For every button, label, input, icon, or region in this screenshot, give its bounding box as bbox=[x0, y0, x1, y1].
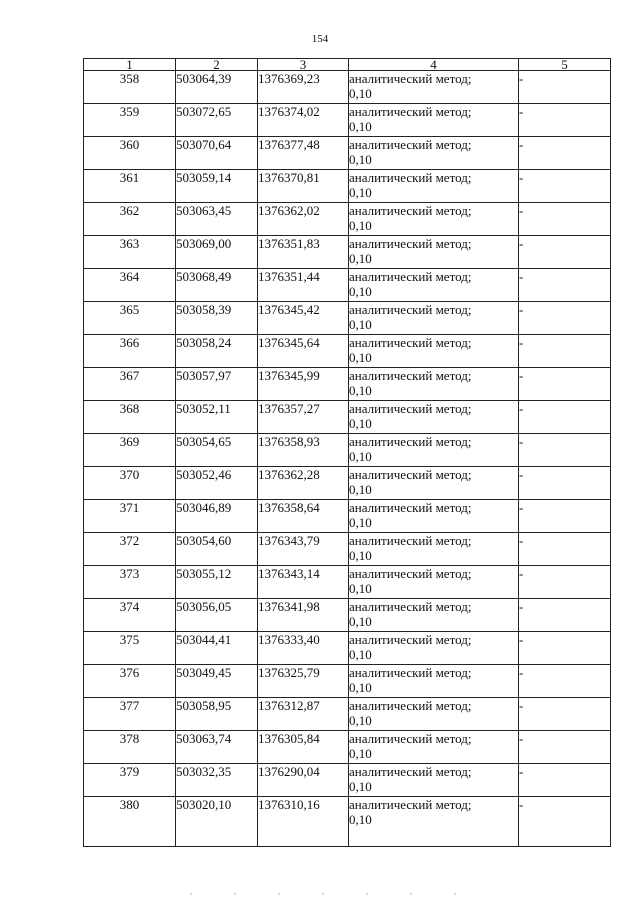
accuracy-value: 0,10 bbox=[349, 647, 372, 662]
table-row bbox=[84, 566, 611, 599]
method-text: аналитический метод; bbox=[349, 302, 472, 317]
accuracy-value: 0,10 bbox=[349, 251, 372, 266]
table-row bbox=[84, 137, 611, 170]
table-row bbox=[84, 467, 611, 500]
table-header bbox=[84, 59, 611, 71]
table-row bbox=[84, 599, 611, 632]
method-cell bbox=[349, 71, 519, 104]
y-coordinate-cell: 1376312,87 bbox=[258, 698, 349, 731]
note-cell: - bbox=[519, 632, 611, 665]
method-text: аналитический метод; bbox=[349, 500, 472, 515]
accuracy-value: 0,10 bbox=[349, 713, 372, 728]
x-coordinate-cell: 503057,97 bbox=[176, 368, 258, 401]
x-coordinate-cell: 503070,64 bbox=[176, 137, 258, 170]
table-row bbox=[84, 401, 611, 434]
x-coordinate-cell: 503032,35 bbox=[176, 764, 258, 797]
accuracy-value: 0,10 bbox=[349, 779, 372, 794]
note-cell: - bbox=[519, 665, 611, 698]
point-number-cell: 376 bbox=[84, 665, 176, 698]
column-header-5: 5 bbox=[519, 59, 611, 71]
method-text: аналитический метод; bbox=[349, 203, 472, 218]
x-coordinate-cell: 503020,10 bbox=[176, 797, 258, 847]
method-text: аналитический метод; bbox=[349, 71, 472, 86]
accuracy-value: 0,10 bbox=[349, 218, 372, 233]
note-cell: - bbox=[519, 566, 611, 599]
x-coordinate-cell: 503069,00 bbox=[176, 236, 258, 269]
y-coordinate-cell: 1376370,81 bbox=[258, 170, 349, 203]
note-cell: - bbox=[519, 401, 611, 434]
y-coordinate-cell: 1376310,16 bbox=[258, 797, 349, 847]
point-number-cell: 365 bbox=[84, 302, 176, 335]
method-text: аналитический метод; bbox=[349, 533, 472, 548]
x-coordinate-cell: 503054,65 bbox=[176, 434, 258, 467]
x-coordinate-cell: 503068,49 bbox=[176, 269, 258, 302]
point-number-cell: 366 bbox=[84, 335, 176, 368]
point-number-cell: 370 bbox=[84, 467, 176, 500]
x-coordinate-cell: 503072,65 bbox=[176, 104, 258, 137]
point-number-cell: 380 bbox=[84, 797, 176, 847]
point-number-cell: 361 bbox=[84, 170, 176, 203]
table-row bbox=[84, 203, 611, 236]
table-row bbox=[84, 104, 611, 137]
method-cell bbox=[349, 137, 519, 170]
point-number-cell: 377 bbox=[84, 698, 176, 731]
table-row bbox=[84, 500, 611, 533]
point-number-cell: 367 bbox=[84, 368, 176, 401]
table-row bbox=[84, 236, 611, 269]
table-row bbox=[84, 434, 611, 467]
method-cell bbox=[349, 764, 519, 797]
y-coordinate-cell: 1376362,28 bbox=[258, 467, 349, 500]
method-text: аналитический метод; bbox=[349, 137, 472, 152]
table-row bbox=[84, 731, 611, 764]
y-coordinate-cell: 1376341,98 bbox=[258, 599, 349, 632]
note-cell: - bbox=[519, 236, 611, 269]
y-coordinate-cell: 1376345,64 bbox=[258, 335, 349, 368]
page-number: 154 bbox=[311, 33, 329, 45]
table-row bbox=[84, 698, 611, 731]
point-number-cell: 369 bbox=[84, 434, 176, 467]
accuracy-value: 0,10 bbox=[349, 86, 372, 101]
method-text: аналитический метод; bbox=[349, 632, 472, 647]
note-cell: - bbox=[519, 335, 611, 368]
table-row bbox=[84, 797, 611, 847]
column-header-3: 3 bbox=[258, 59, 349, 71]
note-cell: - bbox=[519, 203, 611, 236]
accuracy-value: 0,10 bbox=[349, 515, 372, 530]
point-number-cell: 363 bbox=[84, 236, 176, 269]
y-coordinate-cell: 1376358,93 bbox=[258, 434, 349, 467]
accuracy-value: 0,10 bbox=[349, 680, 372, 695]
method-text: аналитический метод; bbox=[349, 599, 472, 614]
note-cell: - bbox=[519, 698, 611, 731]
note-cell: - bbox=[519, 731, 611, 764]
method-text: аналитический метод; bbox=[349, 368, 472, 383]
method-text: аналитический метод; bbox=[349, 665, 472, 680]
point-number-cell: 362 bbox=[84, 203, 176, 236]
method-cell bbox=[349, 500, 519, 533]
y-coordinate-cell: 1376351,83 bbox=[258, 236, 349, 269]
method-cell bbox=[349, 665, 519, 698]
table-row bbox=[84, 170, 611, 203]
point-number-cell: 375 bbox=[84, 632, 176, 665]
method-text: аналитический метод; bbox=[349, 731, 472, 746]
note-cell: - bbox=[519, 434, 611, 467]
table-row bbox=[84, 269, 611, 302]
note-cell: - bbox=[519, 302, 611, 335]
accuracy-value: 0,10 bbox=[349, 812, 372, 827]
method-cell bbox=[349, 203, 519, 236]
point-number-cell: 358 bbox=[84, 71, 176, 104]
table-row bbox=[84, 368, 611, 401]
point-number-cell: 364 bbox=[84, 269, 176, 302]
x-coordinate-cell: 503064,39 bbox=[176, 71, 258, 104]
x-coordinate-cell: 503054,60 bbox=[176, 533, 258, 566]
table-row bbox=[84, 632, 611, 665]
table-row bbox=[84, 302, 611, 335]
x-coordinate-cell: 503058,24 bbox=[176, 335, 258, 368]
scan-artifact-marks bbox=[190, 893, 490, 895]
note-cell: - bbox=[519, 467, 611, 500]
column-header-1: 1 bbox=[84, 59, 176, 71]
method-text: аналитический метод; bbox=[349, 467, 472, 482]
accuracy-value: 0,10 bbox=[349, 416, 372, 431]
point-number-cell: 368 bbox=[84, 401, 176, 434]
method-cell bbox=[349, 731, 519, 764]
method-text: аналитический метод; bbox=[349, 104, 472, 119]
note-cell: - bbox=[519, 137, 611, 170]
method-text: аналитический метод; bbox=[349, 764, 472, 779]
method-text: аналитический метод; bbox=[349, 401, 472, 416]
method-cell bbox=[349, 797, 519, 847]
point-number-cell: 379 bbox=[84, 764, 176, 797]
method-text: аналитический метод; bbox=[349, 797, 472, 812]
accuracy-value: 0,10 bbox=[349, 449, 372, 464]
note-cell: - bbox=[519, 71, 611, 104]
accuracy-value: 0,10 bbox=[349, 284, 372, 299]
y-coordinate-cell: 1376305,84 bbox=[258, 731, 349, 764]
method-text: аналитический метод; bbox=[349, 170, 472, 185]
note-cell: - bbox=[519, 533, 611, 566]
note-cell: - bbox=[519, 269, 611, 302]
method-cell bbox=[349, 335, 519, 368]
x-coordinate-cell: 503052,46 bbox=[176, 467, 258, 500]
table-row bbox=[84, 665, 611, 698]
accuracy-value: 0,10 bbox=[349, 317, 372, 332]
y-coordinate-cell: 1376351,44 bbox=[258, 269, 349, 302]
coordinates-table bbox=[83, 58, 611, 847]
note-cell: - bbox=[519, 500, 611, 533]
header-row bbox=[84, 59, 611, 71]
x-coordinate-cell: 503059,14 bbox=[176, 170, 258, 203]
point-number-cell: 378 bbox=[84, 731, 176, 764]
method-cell bbox=[349, 698, 519, 731]
table-row bbox=[84, 335, 611, 368]
x-coordinate-cell: 503058,39 bbox=[176, 302, 258, 335]
y-coordinate-cell: 1376369,23 bbox=[258, 71, 349, 104]
method-cell bbox=[349, 566, 519, 599]
x-coordinate-cell: 503063,45 bbox=[176, 203, 258, 236]
x-coordinate-cell: 503044,41 bbox=[176, 632, 258, 665]
x-coordinate-cell: 503049,45 bbox=[176, 665, 258, 698]
y-coordinate-cell: 1376345,42 bbox=[258, 302, 349, 335]
point-number-cell: 374 bbox=[84, 599, 176, 632]
method-text: аналитический метод; bbox=[349, 434, 472, 449]
method-text: аналитический метод; bbox=[349, 236, 472, 251]
accuracy-value: 0,10 bbox=[349, 482, 372, 497]
method-text: аналитический метод; bbox=[349, 269, 472, 284]
y-coordinate-cell: 1376345,99 bbox=[258, 368, 349, 401]
method-cell bbox=[349, 368, 519, 401]
table-body bbox=[84, 71, 611, 847]
accuracy-value: 0,10 bbox=[349, 581, 372, 596]
method-cell bbox=[349, 467, 519, 500]
x-coordinate-cell: 503063,74 bbox=[176, 731, 258, 764]
table-row bbox=[84, 71, 611, 104]
y-coordinate-cell: 1376377,48 bbox=[258, 137, 349, 170]
y-coordinate-cell: 1376290,04 bbox=[258, 764, 349, 797]
table-row bbox=[84, 764, 611, 797]
note-cell: - bbox=[519, 104, 611, 137]
method-text: аналитический метод; bbox=[349, 566, 472, 581]
accuracy-value: 0,10 bbox=[349, 383, 372, 398]
method-cell bbox=[349, 434, 519, 467]
point-number-cell: 371 bbox=[84, 500, 176, 533]
x-coordinate-cell: 503055,12 bbox=[176, 566, 258, 599]
method-text: аналитический метод; bbox=[349, 698, 472, 713]
note-cell: - bbox=[519, 599, 611, 632]
accuracy-value: 0,10 bbox=[349, 119, 372, 134]
y-coordinate-cell: 1376325,79 bbox=[258, 665, 349, 698]
method-cell bbox=[349, 533, 519, 566]
note-cell: - bbox=[519, 170, 611, 203]
x-coordinate-cell: 503046,89 bbox=[176, 500, 258, 533]
method-cell bbox=[349, 632, 519, 665]
x-coordinate-cell: 503052,11 bbox=[176, 401, 258, 434]
y-coordinate-cell: 1376343,14 bbox=[258, 566, 349, 599]
point-number-cell: 359 bbox=[84, 104, 176, 137]
x-coordinate-cell: 503058,95 bbox=[176, 698, 258, 731]
point-number-cell: 372 bbox=[84, 533, 176, 566]
accuracy-value: 0,10 bbox=[349, 614, 372, 629]
y-coordinate-cell: 1376343,79 bbox=[258, 533, 349, 566]
accuracy-value: 0,10 bbox=[349, 152, 372, 167]
method-cell bbox=[349, 302, 519, 335]
y-coordinate-cell: 1376333,40 bbox=[258, 632, 349, 665]
note-cell: - bbox=[519, 797, 611, 847]
note-cell: - bbox=[519, 368, 611, 401]
x-coordinate-cell: 503056,05 bbox=[176, 599, 258, 632]
accuracy-value: 0,10 bbox=[349, 746, 372, 761]
method-cell bbox=[349, 170, 519, 203]
point-number-cell: 373 bbox=[84, 566, 176, 599]
y-coordinate-cell: 1376358,64 bbox=[258, 500, 349, 533]
point-number-cell: 360 bbox=[84, 137, 176, 170]
y-coordinate-cell: 1376357,27 bbox=[258, 401, 349, 434]
table-row bbox=[84, 533, 611, 566]
method-cell bbox=[349, 599, 519, 632]
method-cell bbox=[349, 269, 519, 302]
method-cell bbox=[349, 401, 519, 434]
accuracy-value: 0,10 bbox=[349, 350, 372, 365]
y-coordinate-cell: 1376374,02 bbox=[258, 104, 349, 137]
accuracy-value: 0,10 bbox=[349, 548, 372, 563]
method-text: аналитический метод; bbox=[349, 335, 472, 350]
column-header-2: 2 bbox=[176, 59, 258, 71]
method-cell bbox=[349, 236, 519, 269]
method-cell bbox=[349, 104, 519, 137]
y-coordinate-cell: 1376362,02 bbox=[258, 203, 349, 236]
accuracy-value: 0,10 bbox=[349, 185, 372, 200]
note-cell: - bbox=[519, 764, 611, 797]
column-header-4: 4 bbox=[349, 59, 519, 71]
